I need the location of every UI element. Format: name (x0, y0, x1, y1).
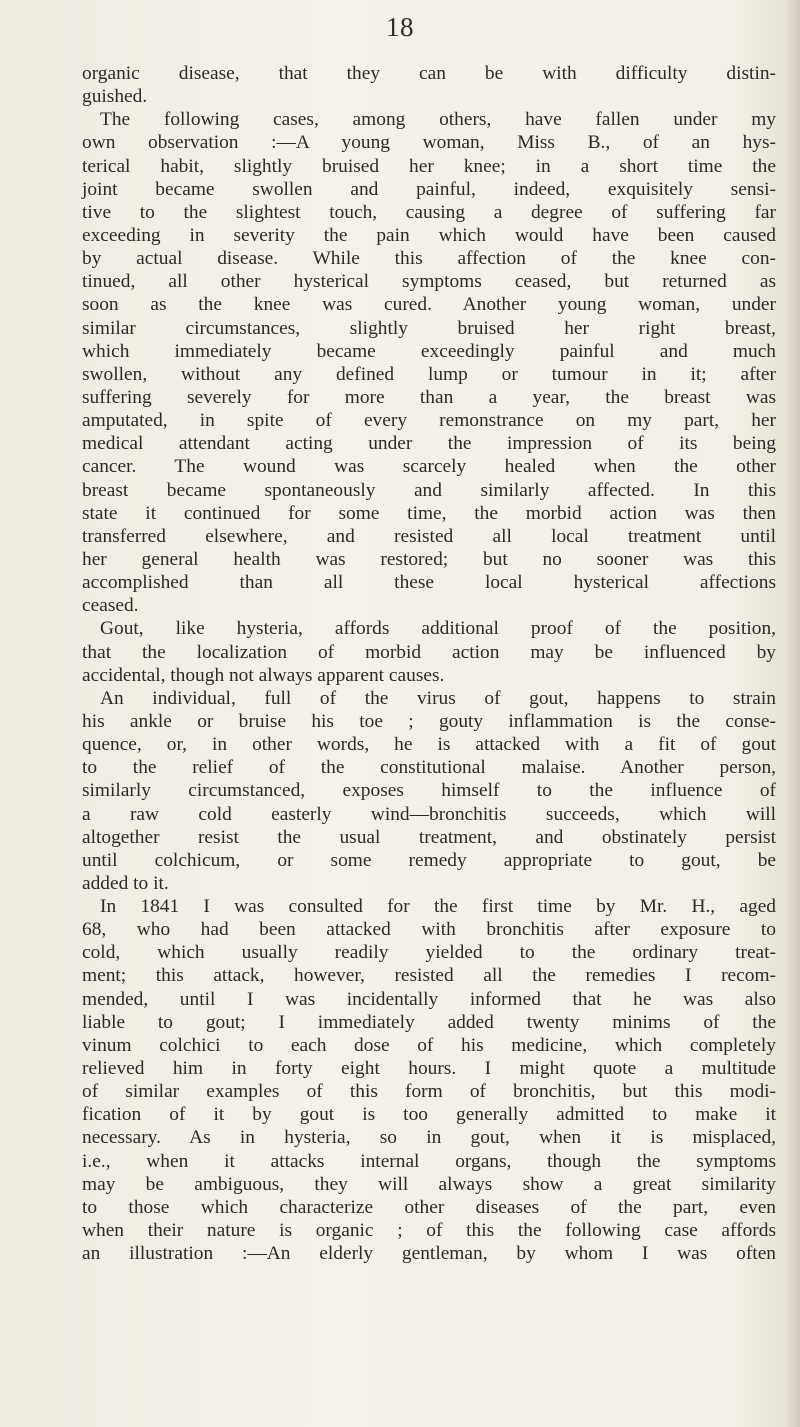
text-line: a raw cold easterly wind—bronchitis succeeds, which will (82, 803, 776, 825)
text-line: soon as the knee was cured. Another young woman, under (82, 294, 776, 316)
text-line: organic disease, that they can be with difficulty distin- (82, 63, 776, 84)
text-line: to those which characterize other diseases of the part, even (82, 1196, 776, 1218)
text-line: tinued, all other hysterical symptoms ceased, but returned as (82, 271, 776, 293)
text-line: her general health was restored; but no sooner was this (82, 548, 776, 570)
text-line: own observation :—A young woman, Miss B., of an hys- (82, 132, 776, 154)
text-line: altogether resist the usual treatment, and obstinately persist (82, 826, 776, 848)
text-line: necessary. As in hysteria, so in gout, when it is misplaced, (82, 1127, 776, 1149)
text-line: that the localization of morbid action may be influenced by (82, 641, 776, 663)
text-line: Gout, like hysteria, affords additional proof of the position, (100, 618, 776, 640)
text-line: similar circumstances, slightly bruised her right breast, (82, 317, 776, 339)
text-line: amputated, in spite of every remonstrance on my part, her (82, 410, 776, 432)
text-line: In 1841 I was consulted for the first time by Mr. H., aged (100, 896, 776, 918)
text-line: tive to the slightest touch, causing a degree of suffering far (82, 201, 776, 223)
text-line: 68, who had been attacked with bronchitis after exposure to (82, 919, 776, 941)
text-line: added to it. (82, 872, 169, 894)
text-line: i.e., when it attacks internal organs, though the symptoms (82, 1150, 776, 1172)
text-line: fication of it by gout is too generally admitted to make it (82, 1104, 776, 1126)
text-line: similarly circumstanced, exposes himself to the influence of (82, 780, 776, 802)
text-line: liable to gout; I immediately added twenty minims of the (82, 1011, 776, 1033)
text-line: which immediately became exceedingly painful and much (82, 340, 776, 362)
text-line: state it continued for some time, the morbid action was then (82, 502, 776, 524)
text-line: cancer. The wound was scarcely healed when the other (82, 456, 776, 478)
text-line: An individual, full of the virus of gout, happens to strain (100, 687, 776, 709)
text-line: may be ambiguous, they will always show a great similarity (82, 1173, 776, 1195)
text-line: ceased. (82, 595, 139, 617)
page-number: 18 (386, 12, 414, 42)
text-line: joint became swollen and painful, indeed, exquisitely sensi- (82, 178, 776, 200)
text-line: exceeding in severity the pain which would have been caused (82, 224, 776, 246)
text-line: quence, or, in other words, he is attacked with a fit of gout (82, 734, 776, 756)
text-line: accidental, though not always apparent causes. (82, 664, 445, 686)
text-line: medical attendant acting under the impression of its being (82, 433, 776, 455)
text-line: an illustration :—An elderly gentleman, by whom I was often (82, 1243, 776, 1265)
text-line: suffering severely for more than a year, the breast was (82, 386, 776, 408)
text-line: relieved him in forty eight hours. I might quote a multitude (82, 1058, 776, 1080)
page-edge-shadow (786, 0, 800, 1427)
text-line: The following cases, among others, have fallen under my (100, 109, 776, 131)
text-line: to the relief of the constitutional malaise. Another person, (82, 757, 776, 779)
text-line: guished. (82, 86, 148, 108)
text-line: breast became spontaneously and similarly affected. In this (82, 479, 776, 501)
text-line: by actual disease. While this affection of the knee con- (82, 248, 776, 270)
text-line: transferred elsewhere, and resisted all local treatment until (82, 525, 776, 547)
text-line: ment; this attack, however, resisted all the remedies I recom- (82, 965, 776, 987)
text-line: swollen, without any defined lump or tumour in it; after (82, 363, 776, 385)
text-line: when their nature is organic ; of this the following case affords (82, 1220, 776, 1242)
text-line: accomplished than all these local hysterical affections (82, 572, 776, 594)
body-text (82, 62, 776, 1265)
text-line: vinum colchici to each dose of his medicine, which completely (82, 1034, 776, 1056)
text-line: cold, which usually readily yielded to the ordinary treat- (82, 942, 776, 964)
text-line: mended, until I was incidentally informed that he was also (82, 988, 776, 1010)
text-line: until colchicum, or some remedy appropriate to gout, be (82, 849, 776, 871)
text-line: of similar examples of this form of bronchitis, but this modi- (82, 1081, 776, 1103)
text-line: his ankle or bruise his toe ; gouty inflammation is the conse- (82, 710, 776, 732)
text-line: terical habit, slightly bruised her knee; in a short time the (82, 155, 776, 177)
